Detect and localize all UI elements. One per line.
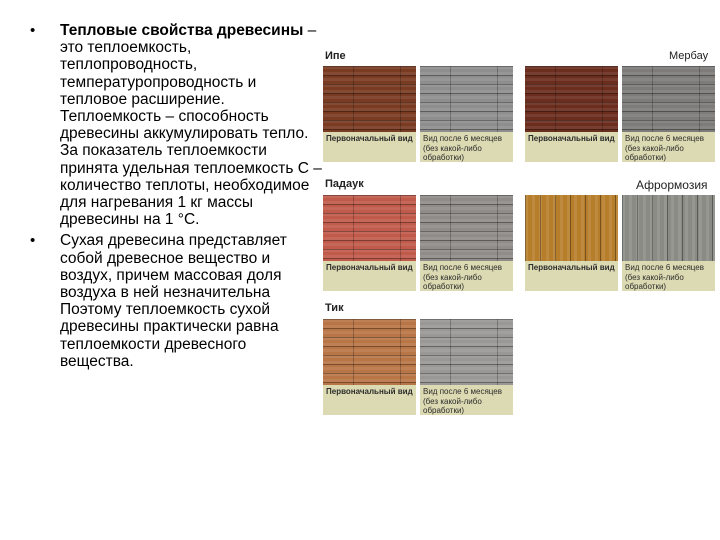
wood-aging-comparison-figure bbox=[320, 45, 720, 435]
ipe-aged-cell bbox=[420, 66, 513, 162]
merbau-aged-cell bbox=[622, 66, 715, 162]
paragraph-dry-wood: Сухая древесина представляет собой древесное вещество и воздух, причем массовая доля воздуха в ней незначительна Поэтому теплоемкость сухой древесины практически равна теплоемкости древесного вещества. bbox=[60, 232, 287, 370]
afrormosia-aged-cell bbox=[622, 195, 715, 291]
paduk-aged-swatch bbox=[420, 195, 513, 261]
teak-original-caption: Первоначальный вид bbox=[323, 385, 416, 415]
bullet-item-dry-wood bbox=[22, 232, 322, 370]
paduk-original-swatch bbox=[323, 195, 416, 261]
ipe-original-swatch bbox=[323, 66, 416, 132]
label-merbau: Мербау bbox=[669, 50, 709, 62]
afrormosia-aged-swatch bbox=[622, 195, 715, 261]
teak-aged-caption: Вид после 6 месяцев (без какой-либо обработки) bbox=[420, 385, 513, 415]
label-paduk: Падаук bbox=[325, 178, 364, 190]
term-thermal-properties: Тепловые свойства древесины bbox=[60, 22, 304, 39]
merbau-original-swatch bbox=[525, 66, 618, 132]
afrormosia-original-cell bbox=[525, 195, 618, 291]
bullet-marker: • bbox=[30, 232, 36, 250]
ipe-original-cell bbox=[323, 66, 416, 162]
afrormosia-aged-caption: Вид после 6 месяцев (без какой-либо обработки) bbox=[622, 261, 715, 291]
teak-original-swatch bbox=[323, 319, 416, 385]
paduk-original-cell bbox=[323, 195, 416, 291]
teak-original-cell bbox=[323, 319, 416, 415]
teak-aged-swatch bbox=[420, 319, 513, 385]
afrormosia-original-caption: Первоначальный вид bbox=[525, 261, 618, 291]
label-teak: Тик bbox=[325, 302, 344, 314]
label-afrormosia: Афрормозия bbox=[636, 178, 708, 192]
definition-text: – это теплоемкость, теплопроводность, температуропроводность и тепловое расширение. Теплоемкость – способность древесины аккумулировать тепло. За показатель теплоемкости принята удельная теплоемкость С – количество теплоты, необходимое для нагревания 1 кг массы древесины на 1 °С. bbox=[60, 22, 322, 229]
paduk-aged-cell bbox=[420, 195, 513, 291]
merbau-original-cell bbox=[525, 66, 618, 162]
merbau-aged-caption: Вид после 6 месяцев (без какой-либо обработки) bbox=[622, 132, 715, 162]
ipe-original-caption: Первоначальный вид bbox=[323, 132, 416, 162]
paragraph-thermal-properties bbox=[60, 22, 322, 228]
afrormosia-original-swatch bbox=[525, 195, 618, 261]
ipe-aged-caption: Вид после 6 месяцев (без какой-либо обработки) bbox=[420, 132, 513, 162]
bullet-item-thermal-properties bbox=[22, 22, 322, 228]
paduk-aged-caption: Вид после 6 месяцев (без какой-либо обработки) bbox=[420, 261, 513, 291]
merbau-original-caption: Первоначальный вид bbox=[525, 132, 618, 162]
text-column bbox=[22, 22, 322, 374]
bullet-marker: • bbox=[30, 22, 36, 39]
teak-aged-cell bbox=[420, 319, 513, 415]
merbau-aged-swatch bbox=[622, 66, 715, 132]
label-ipe: Ипе bbox=[325, 50, 346, 62]
paduk-original-caption: Первоначальный вид bbox=[323, 261, 416, 291]
ipe-aged-swatch bbox=[420, 66, 513, 132]
